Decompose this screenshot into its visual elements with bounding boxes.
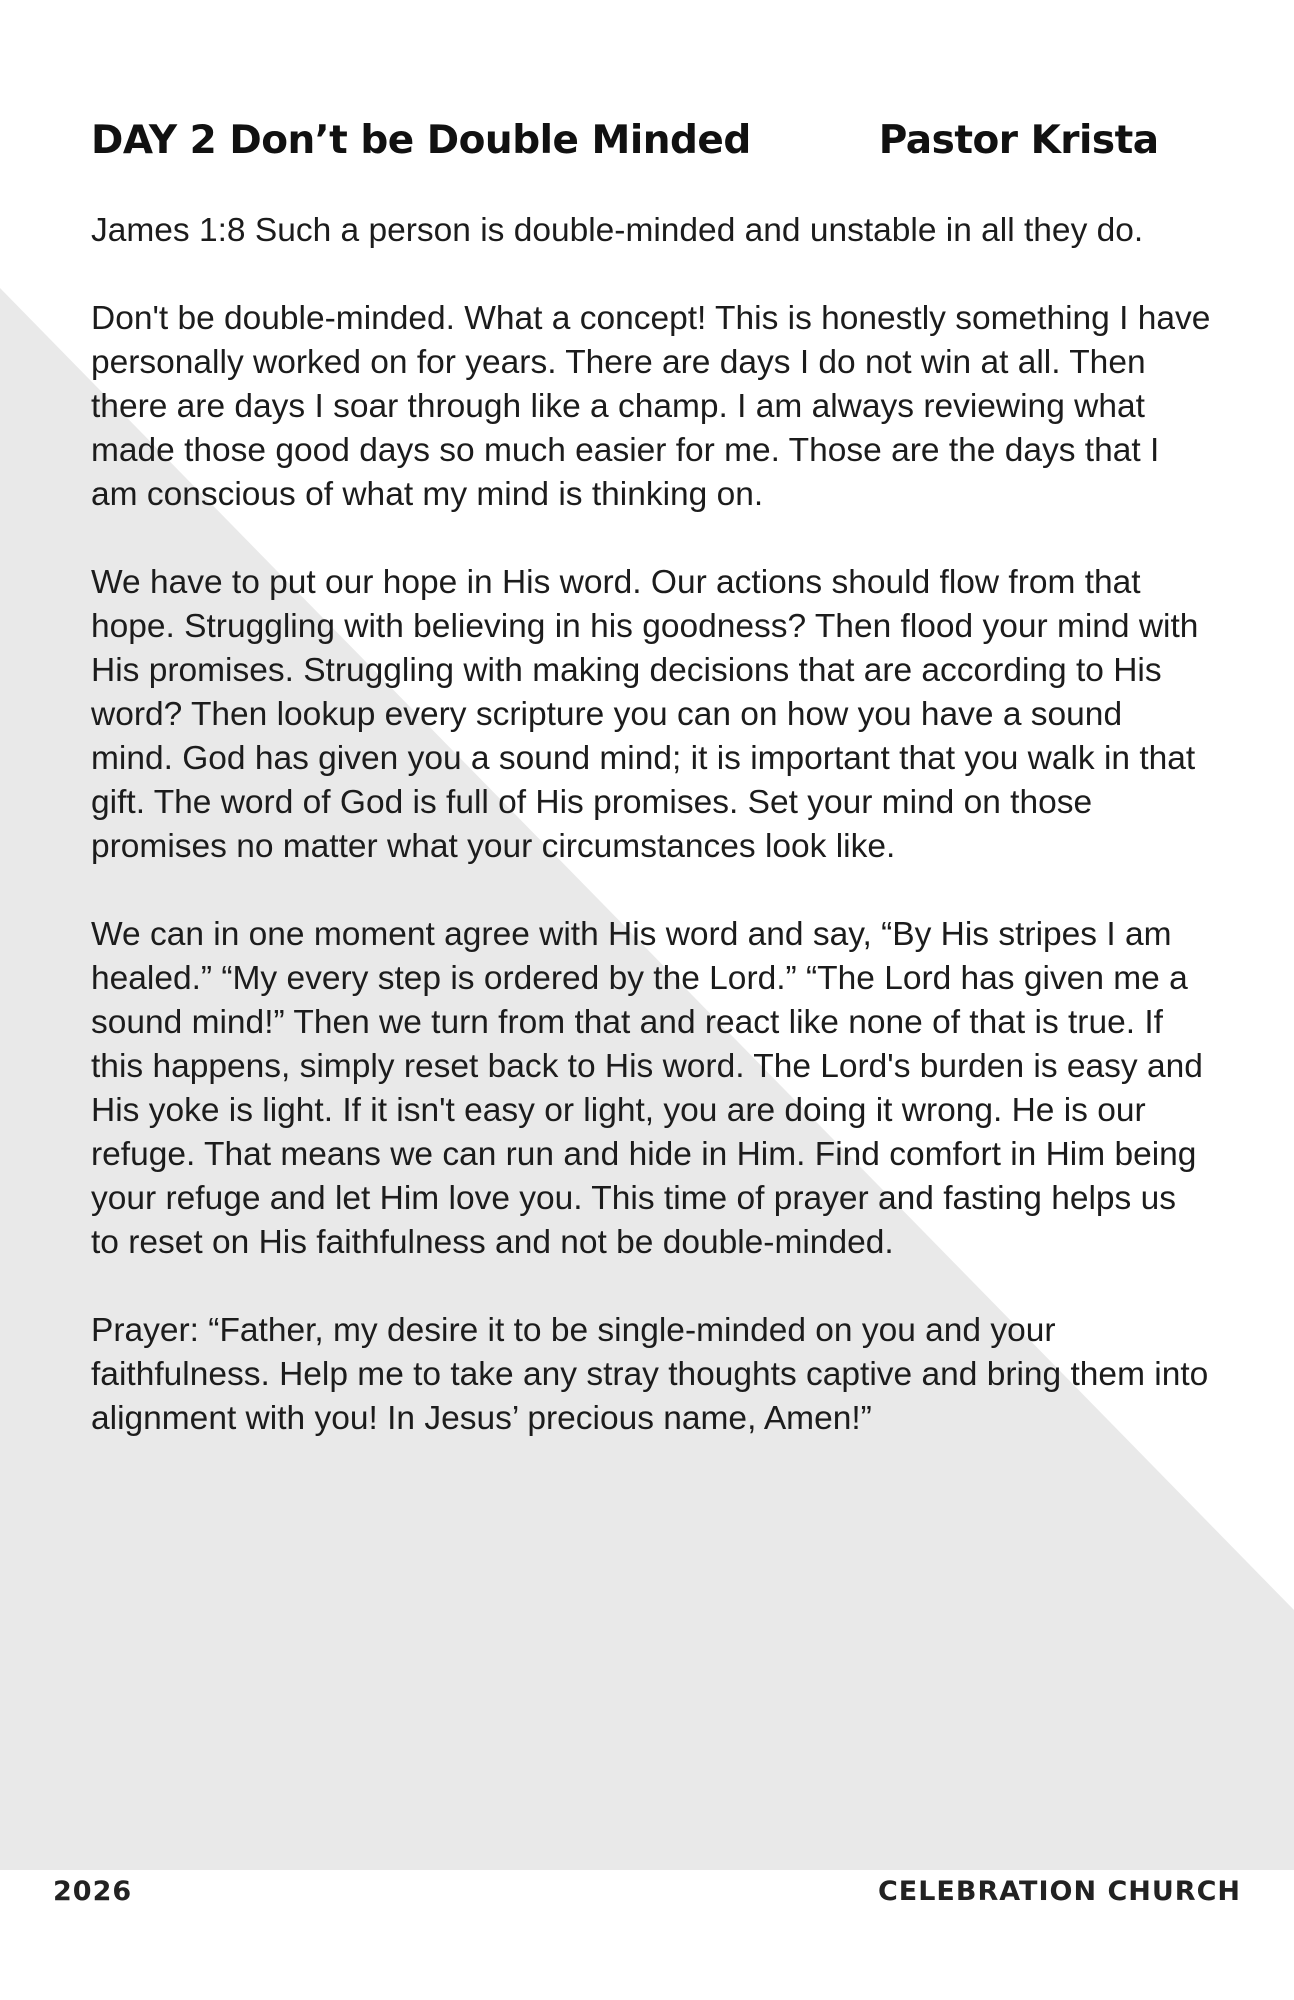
body-paragraph: We have to put our hope in His word. Our actions should flow from that hope. Struggling with believing in his goodness? Then flood your mind with His promises. Struggling with making decisions that are according to His word? Then lookup every scripture you can on how you have a sound mind. God has given you a sound mind; it is important that you walk in that gift. The word of God is full of His promises. Set your mind on those promises no matter what your circumstances look like. — [91, 564, 1199, 865]
body-paragraph: Don't be double-minded. What a concept! This is honestly something I have personally worked on for years. There are days I do not win at all. Then there are days I soar through like a champ. I am always reviewing what made those good days so much easier for me. Those are the days that I am conscious of what my mind is thinking on. — [91, 300, 1211, 513]
scripture-verse: James 1:8 Such a person is double-minded and unstable in all they do. — [91, 212, 1144, 249]
footer-church-name: CELEBRATION CHURCH — [877, 1876, 1241, 1907]
body-paragraph: We can in one moment agree with His word and say, “By His stripes I am healed.” “My every step is ordered by the Lord.” “The Lord has given me a sound mind!” Then we turn from that and react like none of that is true. If this happens, simply reset back to His word. The Lord's burden is easy and His yoke is light. If it isn't easy or light, you are doing it wrong. He is our refuge. That means we can run and hide in Him. Find comfort in Him being your refuge and let Him love you. This time of prayer and fasting helps us to reset on His faithfulness and not be double-minded. — [91, 916, 1203, 1261]
footer-year: 2026 — [53, 1876, 133, 1907]
page-header — [91, 118, 1211, 163]
devotional-page — [91, 118, 1211, 1485]
page-title: DAY 2 Don’t be Double Minded — [91, 118, 751, 163]
prayer-paragraph: Prayer: “Father, my desire it to be single-minded on you and your faithfulness. Help me to take any stray thoughts captive and bring them into alignment with you! In Jesus’ precious name, Amen!” — [91, 1312, 1209, 1437]
author-name: Pastor Krista — [878, 118, 1159, 163]
